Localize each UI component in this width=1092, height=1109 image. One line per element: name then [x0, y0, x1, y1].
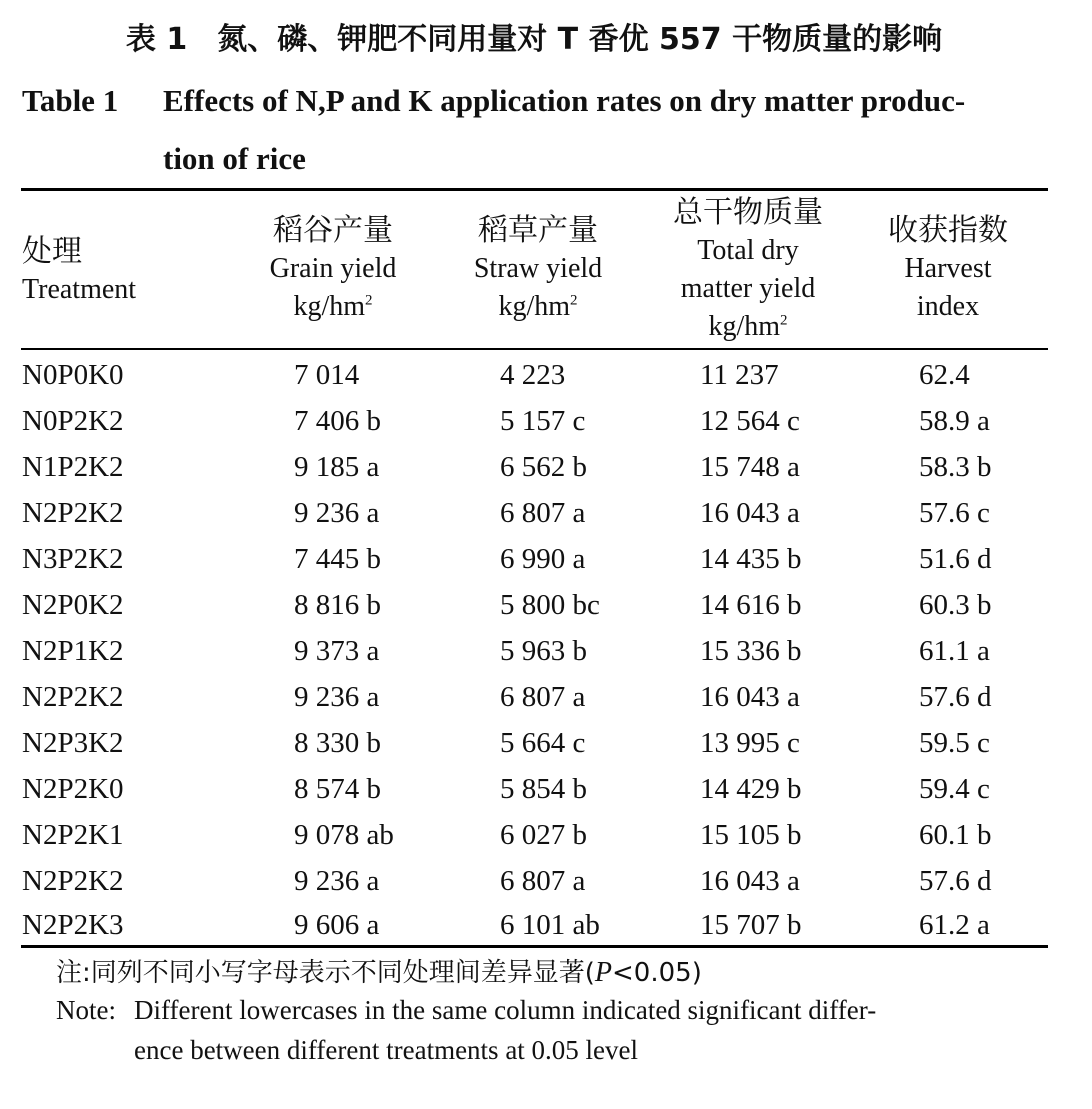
table-row [22, 628, 1048, 674]
cell-treatment: N3P2K2 [22, 543, 124, 575]
cell-harvest-index: 60.3 b [919, 589, 992, 621]
cell-total-yield: 12 564 c [700, 405, 800, 437]
table-note-cn: 注:同列不同小写字母表示不同处理间差异显著(P<0.05) [56, 957, 702, 988]
cell-grain-yield: 8 330 b [294, 727, 381, 759]
cell-total-yield: 14 429 b [700, 773, 802, 805]
cell-harvest-index: 59.5 c [919, 727, 990, 759]
cell-treatment: N0P0K0 [22, 359, 124, 391]
cell-total-yield: 11 237 [700, 359, 779, 391]
table-row [22, 902, 1048, 948]
cell-total-yield: 13 995 c [700, 727, 800, 759]
table-row [22, 398, 1048, 444]
header-straw-en: Straw yield [473, 253, 603, 284]
cell-harvest-index: 61.1 a [919, 635, 990, 667]
cell-treatment: N1P2K2 [22, 451, 124, 483]
cell-treatment: N0P2K2 [22, 405, 124, 437]
header-straw-cn: 稻草产量 [478, 213, 598, 248]
table-row [22, 444, 1048, 490]
cell-grain-yield: 8 816 b [294, 589, 381, 621]
header-total-en1: Total dry [697, 235, 799, 266]
cell-harvest-index: 59.4 c [919, 773, 990, 805]
header-grain-unit: $kg/hm^2$ [293, 291, 373, 322]
table-row [22, 674, 1048, 720]
cell-straw-yield: 5 664 c [500, 727, 586, 759]
cell-total-yield: 15 748 a [700, 451, 800, 483]
cell-straw-yield: 5 800 bc [500, 589, 600, 621]
table-row [22, 352, 1048, 398]
cell-straw-yield: 6 807 a [500, 865, 586, 897]
table-row [22, 812, 1048, 858]
header-straw-unit: $kg/hm^2$ [498, 291, 578, 322]
table-row [22, 720, 1048, 766]
header-treatment [22, 233, 136, 309]
cell-grain-yield: 9 078 ab [294, 819, 394, 851]
cell-treatment: N2P2K2 [22, 865, 124, 897]
cell-total-yield: 16 043 a [700, 497, 800, 529]
cell-total-yield: 16 043 a [700, 865, 800, 897]
cell-straw-yield: 5 963 b [500, 635, 587, 667]
header-total-en2: matter yield [680, 273, 816, 304]
header-hi-en2: index [916, 291, 980, 322]
cell-treatment: N2P2K2 [22, 497, 124, 529]
cell-straw-yield: 4 223 [500, 359, 566, 391]
table-top-rule [21, 188, 1048, 191]
table-note-line1: Different lowercases in the same column indicated significant differ- [134, 995, 877, 1025]
header-harvest-index [868, 212, 1028, 326]
table-row [22, 858, 1048, 904]
cell-grain-yield: 9 606 a [294, 909, 380, 941]
header-total-unit: $kg/hm^2$ [708, 311, 788, 342]
table-title-cn: 表 1 氮、磷、钾肥不同用量对 T 香优 557 干物质量的影响 [125, 22, 943, 57]
cell-grain-yield: 9 236 a [294, 865, 380, 897]
cell-grain-yield: 9 236 a [294, 681, 380, 713]
header-total-cn: 总干物质量 [673, 195, 823, 230]
table-row [22, 490, 1048, 536]
header-grain-yield [240, 212, 426, 326]
cell-total-yield: 15 707 b [700, 909, 802, 941]
cell-harvest-index: 51.6 d [919, 543, 992, 575]
cell-total-yield: 14 616 b [700, 589, 802, 621]
cell-straw-yield: 6 990 a [500, 543, 586, 575]
header-hi-en1: Harvest [904, 253, 992, 284]
cell-straw-yield: 6 562 b [500, 451, 587, 483]
cell-total-yield: 14 435 b [700, 543, 802, 575]
cell-straw-yield: 6 027 b [500, 819, 587, 851]
cell-treatment: N2P0K2 [22, 589, 124, 621]
table-note-label: Note: [56, 995, 116, 1025]
table-row [22, 536, 1048, 582]
table-label: Table 1 [22, 83, 119, 118]
cell-straw-yield: 6 101 ab [500, 909, 600, 941]
table-note-line2: ence between different treatments at 0.05 level [134, 1035, 639, 1065]
header-straw-yield [450, 212, 626, 326]
cell-harvest-index: 62.4 [919, 359, 970, 391]
cell-harvest-index: 61.2 a [919, 909, 990, 941]
cell-treatment: N2P2K2 [22, 681, 124, 713]
cell-harvest-index: 57.6 d [919, 681, 992, 713]
cell-harvest-index: 57.6 d [919, 865, 992, 897]
cell-treatment: N2P2K0 [22, 773, 124, 805]
table-title-en-text [163, 72, 1052, 188]
cell-grain-yield: 9 236 a [294, 497, 380, 529]
table-title-en-line2: tion of rice [163, 141, 306, 176]
cell-grain-yield: 9 185 a [294, 451, 380, 483]
cell-treatment: N2P2K3 [22, 909, 124, 941]
cell-harvest-index: 58.3 b [919, 451, 992, 483]
header-treatment-en: Treatment [22, 274, 137, 305]
cell-treatment: N2P3K2 [22, 727, 124, 759]
cell-treatment: N2P1K2 [22, 635, 124, 667]
cell-grain-yield: 8 574 b [294, 773, 381, 805]
header-hi-cn: 收获指数 [888, 213, 1008, 248]
cell-grain-yield: 7 406 b [294, 405, 381, 437]
table-bottom-rule [21, 945, 1048, 948]
cell-straw-yield: 5 854 b [500, 773, 587, 805]
table-row [22, 766, 1048, 812]
cell-straw-yield: 5 157 c [500, 405, 586, 437]
table-header-rule [21, 348, 1048, 350]
cell-harvest-index: 60.1 b [919, 819, 992, 851]
cell-grain-yield: 9 373 a [294, 635, 380, 667]
cell-treatment: N2P2K1 [22, 819, 124, 851]
cell-harvest-index: 57.6 c [919, 497, 990, 529]
header-treatment-cn: 处理 [22, 234, 82, 269]
header-grain-cn: 稻谷产量 [273, 213, 393, 248]
header-total-dry-matter [648, 194, 848, 346]
cell-harvest-index: 58.9 a [919, 405, 990, 437]
table-note-text [134, 990, 1046, 1070]
cell-grain-yield: 7 445 b [294, 543, 381, 575]
table-row [22, 582, 1048, 628]
cell-grain-yield: 7 014 [294, 359, 360, 391]
cell-straw-yield: 6 807 a [500, 497, 586, 529]
header-grain-en: Grain yield [269, 253, 397, 284]
table-title-en-line1: Effects of N,P and K application rates on dry matter produc- [163, 83, 966, 118]
cell-straw-yield: 6 807 a [500, 681, 586, 713]
cell-total-yield: 16 043 a [700, 681, 800, 713]
cell-total-yield: 15 336 b [700, 635, 802, 667]
cell-total-yield: 15 105 b [700, 819, 802, 851]
